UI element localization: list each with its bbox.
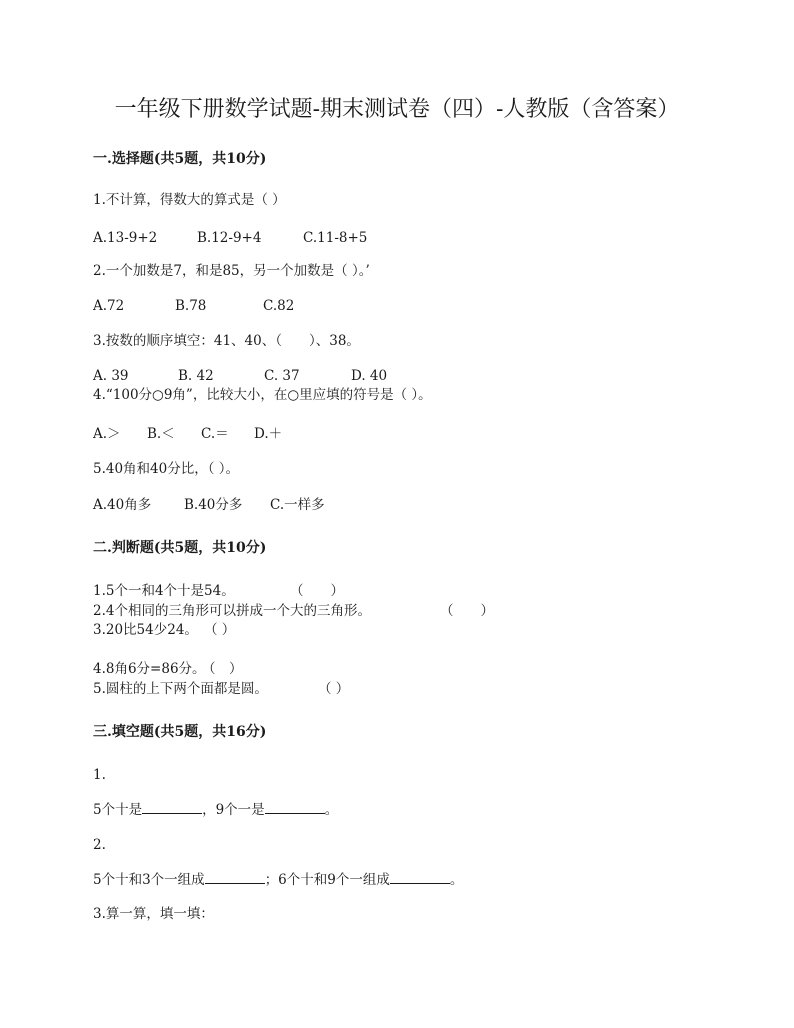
option: B.＜: [147, 426, 175, 442]
section-heading-fill: 三.填空题(共5题，共16分): [93, 724, 267, 740]
option: C.一样多: [270, 497, 325, 513]
fill-text: 。: [449, 872, 464, 888]
question-stem: 4.“100分○9角”，比较大小，在○里应填的符号是（ ）。: [93, 387, 432, 403]
option: A.13-9+2: [93, 230, 158, 246]
judge-item: 5.圆柱的上下两个面都是圆。: [93, 681, 268, 697]
fill-text: ，9个一是: [202, 802, 265, 818]
option: B.12-9+4: [197, 230, 262, 246]
question-stem: 5.40角和40分比，（ ）。: [93, 461, 240, 477]
option: A.40角多: [93, 497, 152, 513]
answer-blank[interactable]: [390, 871, 450, 884]
option: C.82: [263, 298, 295, 314]
judge-paren: （ ）: [290, 583, 344, 599]
answer-blank[interactable]: [142, 801, 202, 814]
judge-item: 4.8角6分=86分。: [93, 661, 206, 677]
fill-question: [93, 871, 463, 889]
answer-blank[interactable]: [265, 801, 325, 814]
document-title: 一年级下册数学试题-期末测试卷（四）-人教版（含答案）: [114, 97, 680, 122]
option: A. 39: [93, 368, 129, 384]
option: A.72: [93, 298, 125, 314]
option: D.＋: [254, 426, 283, 442]
option: C.11-8+5: [303, 230, 368, 246]
fill-text: 5个十和3个一组成: [93, 872, 205, 888]
judge-item: 1.5个一和4个十是54。: [93, 583, 235, 599]
fill-question: [93, 801, 338, 819]
fill-text: ；6个十和9个一组成: [264, 872, 390, 888]
fill-text: 。: [324, 802, 339, 818]
answer-blank[interactable]: [205, 871, 265, 884]
judge-item: 3.20比54少24。: [93, 622, 198, 638]
option: B.78: [175, 298, 207, 314]
judge-item: 2.4个相同的三角形可以拼成一个大的三角形。: [93, 603, 371, 619]
option: A.＞: [93, 426, 121, 442]
judge-paren: （ ）: [204, 622, 236, 638]
question-stem: 1.不计算，得数大的算式是（ ）: [93, 192, 286, 208]
question-stem: 2.一个加数是7，和是85，另一个加数是（ ）。’: [93, 263, 370, 279]
option: D. 40: [351, 368, 388, 384]
fill-question-number: 1.: [93, 767, 106, 783]
option: C.＝: [201, 426, 229, 442]
question-stem: 3.按数的顺序填空：41、40、（ ）、38。: [93, 333, 360, 349]
fill-question-number: 2.: [93, 837, 106, 853]
option: B. 42: [178, 368, 214, 384]
fill-text: 5个十是: [93, 802, 143, 818]
section-heading-choice: 一.选择题(共5题，共10分): [93, 151, 267, 167]
judge-paren: （ ）: [202, 661, 243, 677]
option: C. 37: [264, 368, 300, 384]
fill-question: 3.算一算，填一填：: [93, 906, 214, 922]
judge-paren: （ ）: [440, 603, 494, 619]
judge-paren: （ ）: [318, 681, 350, 697]
section-heading-judge: 二.判断题(共5题，共10分): [93, 540, 267, 556]
option: B.40分多: [184, 497, 243, 513]
